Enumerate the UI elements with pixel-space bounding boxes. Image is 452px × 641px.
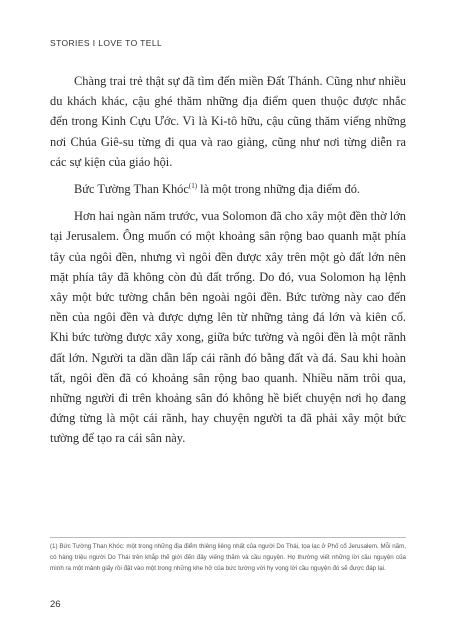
footnote: (1) Bức Tường Than Khóc: một trong những địa điểm thiêng liêng nhất của người Do Thái, tọa lạc ở Phố cổ Jerusalem. Mỗi năm, có hàng triệu người Do Thái trên khắp thế giới đến đây viếng thăm và cầu nguyện. Họ thường viết những lời cầu nguyện của mình ra một mảnh giấy rồi đặt vào một trong những khe hở của bức tường với hy vọng lời cầu nguyện đó sẽ được đáp lại.	[50, 543, 406, 573]
footnote-marker: (1)	[188, 182, 198, 191]
body-text	[50, 71, 406, 456]
paragraph-1: Chàng trai trẻ thật sự đã tìm đến miền Đất Thánh. Cũng như nhiều du khách khác, cậu ghé thăm những địa điểm quen thuộc được nhắc đến trong Kinh Cựu Ước. Vì là Ki-tô hữu, cậu cũng thăm viếng những nơi Chúa Giê-su từng đi qua và rao giảng, cũng như nơi từng diễn ra các sự kiện của giáo hội.	[50, 74, 406, 169]
page-number: 26	[50, 599, 61, 610]
footnote-divider	[50, 537, 406, 538]
paragraph-3: Hơn hai ngàn năm trước, vua Solomon đã cho xây một đền thờ lớn tại Jerusalem. Ông muốn có một khoảng sân rộng bao quanh mặt phía tây của ngôi đền, nhưng vì ngôi đền được xây trên một gò đất lớn nên mặt phía tây đã không còn đủ đất trống. Do đó, vua Solomon hạ lệnh xây một bức tường chắn bên ngoài ngôi đền. Bức tường này cao đến nền của ngôi đền và được dựng lên từ những tảng đá lớn và kiên cố. Khi bức tường được xây xong, giữa bức tường và ngôi đền là một rãnh đất lớn. Người ta dần dần lấp cái rãnh đó bằng đất và đá. Sau khi hoàn tất, ngôi đền đã có khoảng sân rộng bao quanh. Nhiều năm trôi qua, những người đi trên khoảng sân đó không hề biết chuyện nơi họ đang đứng từng là một cái rãnh, hay chuyện người ta đã phải xây một bức tường để tạo ra cái sân này.	[50, 209, 406, 446]
running-head: STORIES I LOVE TO TELL	[50, 38, 163, 48]
paragraph-2-end: là một trong những địa điểm đó.	[197, 182, 360, 197]
paragraph-2-start: Bức Tường Than Khóc	[74, 182, 189, 197]
paragraph-2	[50, 179, 406, 199]
